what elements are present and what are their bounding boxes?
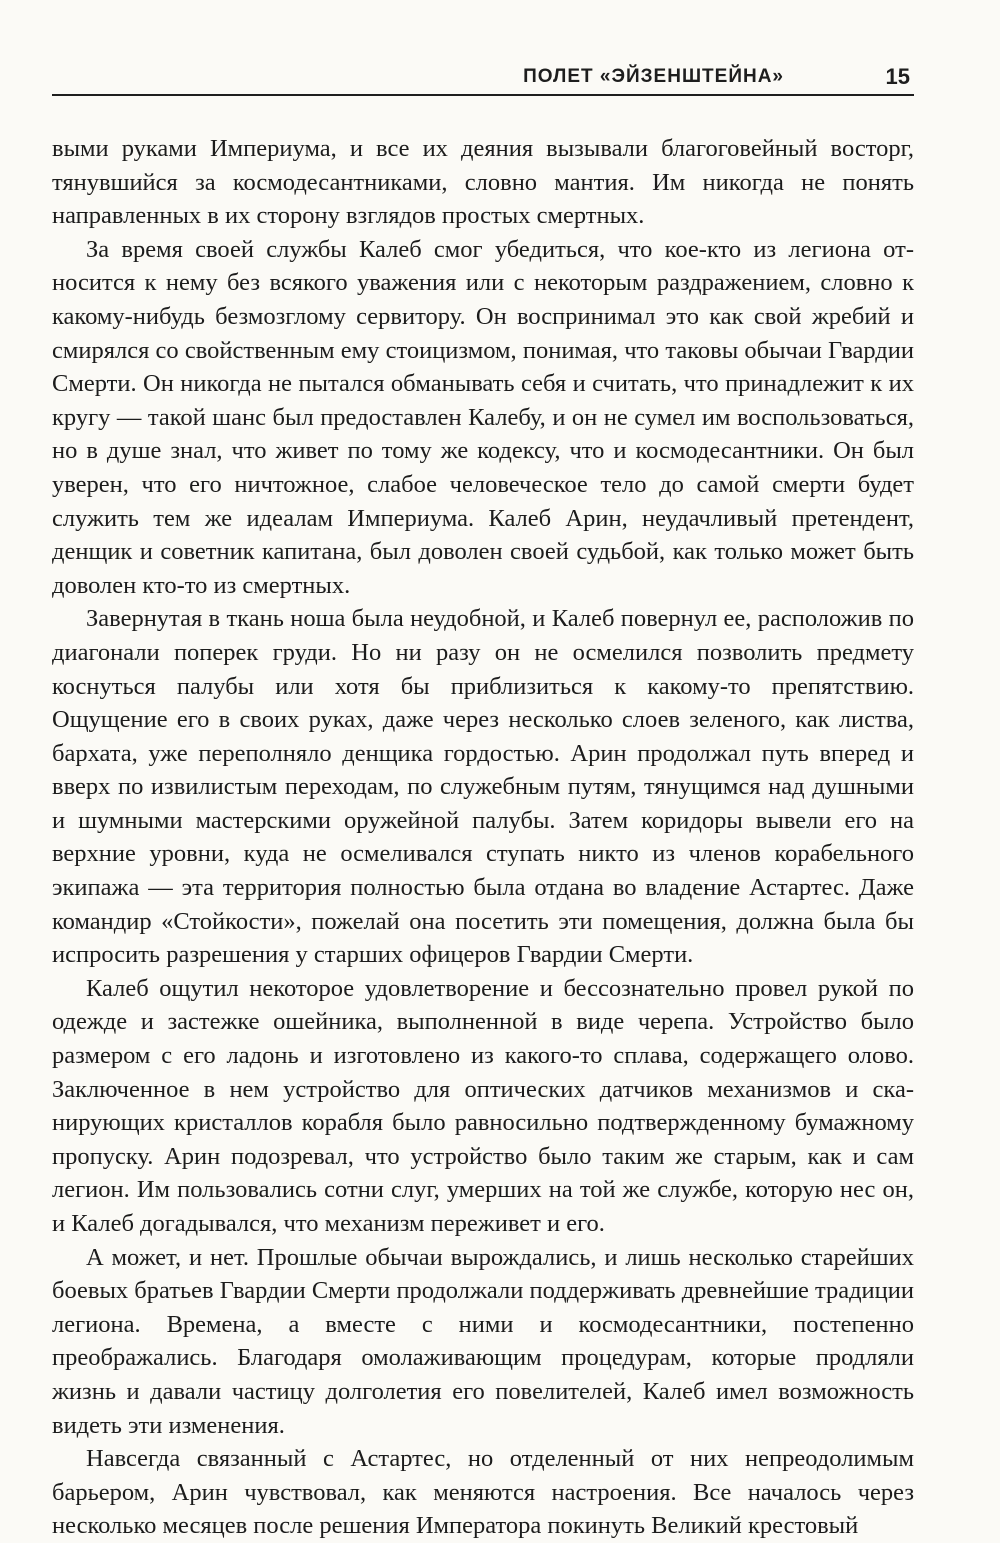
running-title: ПОЛЕТ «ЭЙЗЕНШТЕЙНА»	[523, 66, 784, 87]
running-header	[52, 62, 914, 96]
paragraph: За время своей службы Калеб смог убедиться, что кое-кто из легиона относится к нему без всякого уважения или с некоторым раздражением, словно к какому-нибудь безмозглому сервитору. Он воспринимал это как свой жребий и смирялся со свойственным ему стоицизмом, понимая, что таковы обычаи Гвардии Смерти. Он никогда не пытался обманывать себя и считать, что принадлежит к их кругу — такой шанс был предоставлен Калебу, и он не сумел им воспользоваться, но в душе знал, что живет по тому же кодексу, что и космодесантники. Он был уверен, что его ничтожное, слабое человеческое тело до самой смерти будет служить тем же идеалам Империума. Калеб Арин, неудачливый претендент, денщик и советник капитана, был доволен своей судьбой, как только может быть доволен кто-то из смертных.	[52, 235, 914, 599]
paragraph: выми руками Империума, и все их деяния вызывали благоговейный восторг, тянувшийся за космодесантниками, словно мантия. Им никогда не понять направленных в их сторону взглядов простых смертных.	[52, 135, 914, 230]
page-number: 15	[885, 64, 910, 89]
paragraph: Навсегда связанный с Астартес, но отделенный от них непреодолимым барьером, Арин чувствовал, как меняются настроения. Все началось через несколько месяцев после решения Императора покинуть Великий крестовый	[52, 1445, 914, 1540]
paragraph: Завернутая в ткань ноша была неудобной, и Калеб повернул ее, расположив по диагонали поперек груди. Но ни разу он не осмелился позволить предмету коснуться палубы или хотя бы приблизиться к какому-то препятствию. Ощущение его в своих руках, даже через несколько слоев зеленого, как листва, бархата, уже переполняло денщика гордостью. Арин продолжал путь вперед и вверх по извилистым переходам, по служебным путям, тянущимся над душными и шумными мастерскими оружейной палубы. Затем коридоры вывели его на верхние уровни, куда не осмеливался ступать никто из членов корабельного экипажа — эта территория полностью была отдана во владение Астартес. Даже командир «Стойкости», пожелай она посетить эти помещения, должна была бы испросить разрешения у старших офицеров Гвардии Смерти.	[52, 605, 914, 969]
paragraph: А может, и нет. Прошлые обычаи вырождались, и лишь несколько старейших боевых братьев Гвардии Смерти продолжали поддерживать древнейшие традиции легиона. Времена, а вместе с ними и космодесантники, постепенно преображались. Благодаря омолаживающим процедурам, которые продляли жизнь и давали частицу долголетия его повелителей, Калеб имел возможность видеть эти изменения.	[52, 1243, 914, 1439]
paragraph: Калеб ощутил некоторое удовлетворение и бессознательно провел рукой по одежде и застежке ошейника, выполненной в виде черепа. Устройство было размером с его ладонь и изготовлено из какого-то сплава, содержащего олово. Заключенное в нем устройство для оптических датчиков механизмов и сканирующих кристаллов корабля было равносильно подтвержденному бумажному пропуску. Арин подозревал, что устройство было таким же старым, как и сам легион. Им пользовались сотни слуг, умерших на той же службе, которую нес он, и Калеб догадывался, что механизм переживет и его.	[52, 974, 914, 1237]
body-text	[52, 132, 914, 1543]
